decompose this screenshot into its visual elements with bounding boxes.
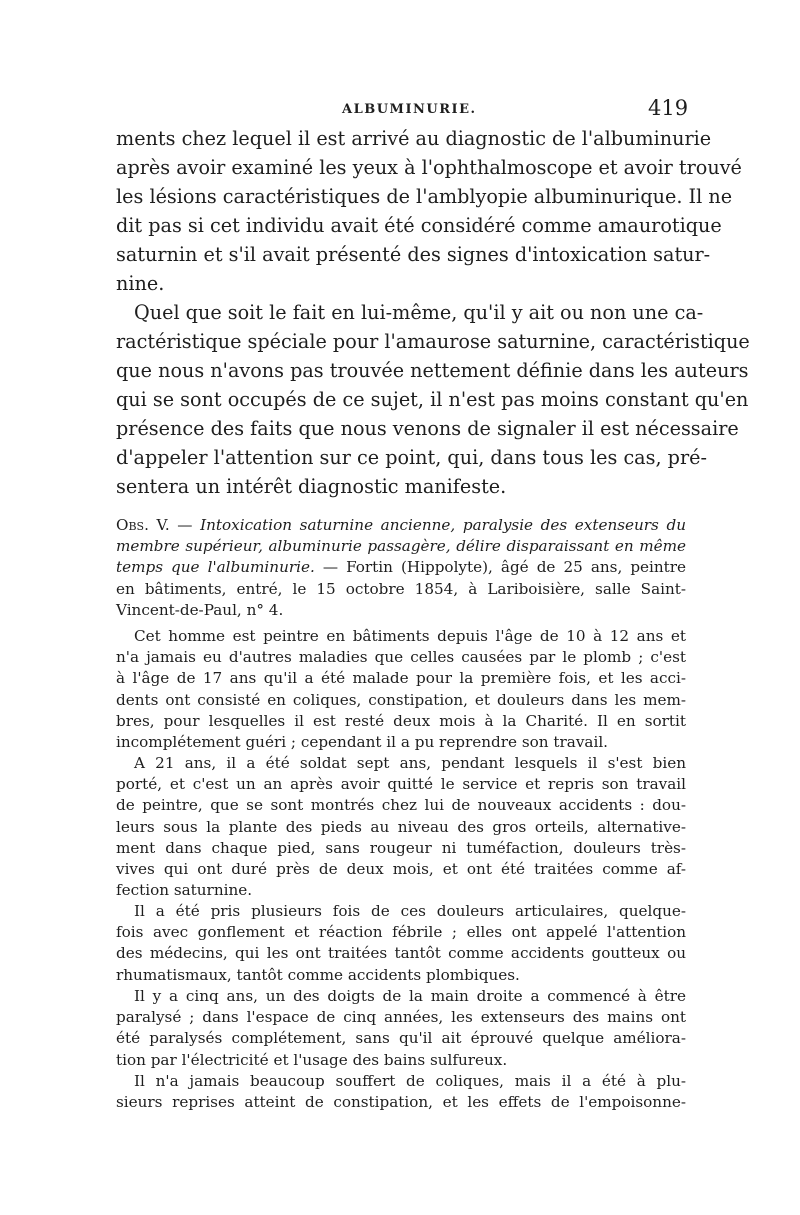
text-line: rhumatismaux, tantôt comme accidents plombiques. bbox=[116, 965, 520, 984]
text-line: les lésions caractéristiques de l'amblyopie albuminurique. Il ne bbox=[116, 185, 733, 208]
text-line: de peintre, que se sont montrés chez lui de nouveaux accidents : dou- bbox=[116, 796, 686, 815]
text-line: ractéristique spéciale pour l'amaurose saturnine, caractéristique bbox=[116, 330, 750, 353]
text-line: d'appeler l'attention sur ce point, qui, dans tous les cas, pré- bbox=[116, 446, 707, 469]
text-line: nine. bbox=[116, 272, 165, 295]
text-line: saturnin et s'il avait présenté des signes d'intoxication satur- bbox=[116, 243, 711, 266]
observation-title-line bbox=[116, 536, 686, 557]
page-number: 419 bbox=[648, 96, 689, 120]
paragraph-articular-pain bbox=[116, 901, 686, 986]
observation-title: temps que l'albuminurie. bbox=[116, 558, 315, 577]
observation-label: Obs. V. — bbox=[116, 516, 193, 534]
text-line: tion par l'électricité et l'usage des bains sulfureux. bbox=[116, 1050, 508, 1069]
text-line: Cet homme est peintre en bâtiments depuis l'âge de 10 à 12 ans et bbox=[134, 627, 686, 645]
text-line: A 21 ans, il a été soldat sept ans, pendant lesquels il s'est bien bbox=[134, 754, 686, 772]
text-line: dents ont consisté en coliques, constipation, et douleurs dans les mem- bbox=[116, 690, 686, 709]
text-line: qui se sont occupés de ce sujet, il n'est pas moins constant qu'en bbox=[116, 388, 749, 411]
text-line: incomplétement guéri ; cependant il a pu reprendre son travail. bbox=[116, 732, 608, 751]
text-line: Vincent-de-Paul, n° 4. bbox=[116, 600, 284, 619]
observation-title: Intoxication saturnine ancienne, paralysie des extenseurs du bbox=[200, 516, 686, 534]
text-line: Il y a cinq ans, un des doigts de la main droite a commencé à être bbox=[134, 987, 686, 1005]
observation-title-line bbox=[116, 515, 686, 536]
text-line: fection saturnine. bbox=[116, 881, 253, 900]
text-line: après avoir examiné les yeux à l'ophthalmoscope et avoir trouvé bbox=[116, 156, 742, 179]
paragraph-amaurose bbox=[116, 298, 750, 501]
paragraph-soldier bbox=[116, 753, 686, 901]
text-line: n'a jamais eu d'autres maladies que celles causées par le plomb ; c'est bbox=[116, 648, 686, 667]
text-line: vives qui ont duré près de deux mois, et ont été traitées comme af- bbox=[116, 859, 686, 878]
text-line: Quel que soit le fait en lui-même, qu'il y ait ou non une ca- bbox=[134, 301, 704, 324]
text-line: que nous n'avons pas trouvée nettement définie dans les auteurs bbox=[116, 359, 749, 382]
text-line: fois avec gonflement et réaction fébrile ; elles ont appelé l'attention bbox=[116, 923, 686, 942]
observation-title: membre supérieur, albuminurie passagère, délire disparaissant en même bbox=[116, 537, 686, 556]
observation-title-line bbox=[116, 557, 686, 578]
text-line: des médecins, qui les ont traitées tantôt comme accidents goutteux ou bbox=[116, 944, 686, 963]
text-line: paralysé ; dans l'espace de cinq années, les extenseurs des mains ont bbox=[116, 1008, 686, 1027]
text-line: présence des faits que nous venons de signaler il est nécessaire bbox=[116, 417, 739, 440]
text-line: dit pas si cet individu avait été considéré comme amaurotique bbox=[116, 214, 722, 237]
text-line: en bâtiments, entré, le 15 octobre 1854, à Lariboisière, salle Saint- bbox=[116, 579, 686, 598]
text-line: bres, pour lesquelles il est resté deux mois à la Charité. Il en sortit bbox=[116, 711, 686, 730]
text-line: sentera un intérêt diagnostic manifeste. bbox=[116, 475, 507, 498]
text-line: sieurs reprises atteint de constipation, et les effets de l'empoisonne- bbox=[116, 1093, 686, 1112]
text-line: ment dans chaque pied, sans rougeur ni tuméfaction, douleurs très- bbox=[116, 838, 686, 857]
paragraph-history bbox=[116, 626, 686, 753]
text-line: ments chez lequel il est arrivé au diagnostic de l'albuminurie bbox=[116, 127, 712, 150]
running-head: ALBUMINURIE. bbox=[342, 102, 477, 117]
paragraph-paralysis bbox=[116, 986, 686, 1071]
paragraph-continuation bbox=[116, 124, 742, 298]
text-line: été paralysés complétement, sans qu'il ait éprouvé quelque améliora- bbox=[116, 1029, 686, 1048]
text-line: leurs sous la plante des pieds au niveau des gros orteils, alternative- bbox=[116, 817, 686, 836]
text-line: Il n'a jamais beaucoup souffert de coliques, mais il a été à plu- bbox=[134, 1072, 686, 1090]
observation-heading bbox=[116, 515, 686, 621]
patient-name: — Fortin (Hippolyte), âgé de 25 ans, peintre bbox=[322, 558, 687, 577]
text-line: à l'âge de 17 ans qu'il a été malade pour la première fois, et les acci- bbox=[116, 669, 686, 688]
text-line: porté, et c'est un an après avoir quitté le service et repris son travail bbox=[116, 775, 686, 794]
paragraph-coliques bbox=[116, 1071, 686, 1113]
text-line: Il a été pris plusieurs fois de ces douleurs articulaires, quelque- bbox=[134, 902, 686, 920]
page-header bbox=[0, 98, 800, 122]
